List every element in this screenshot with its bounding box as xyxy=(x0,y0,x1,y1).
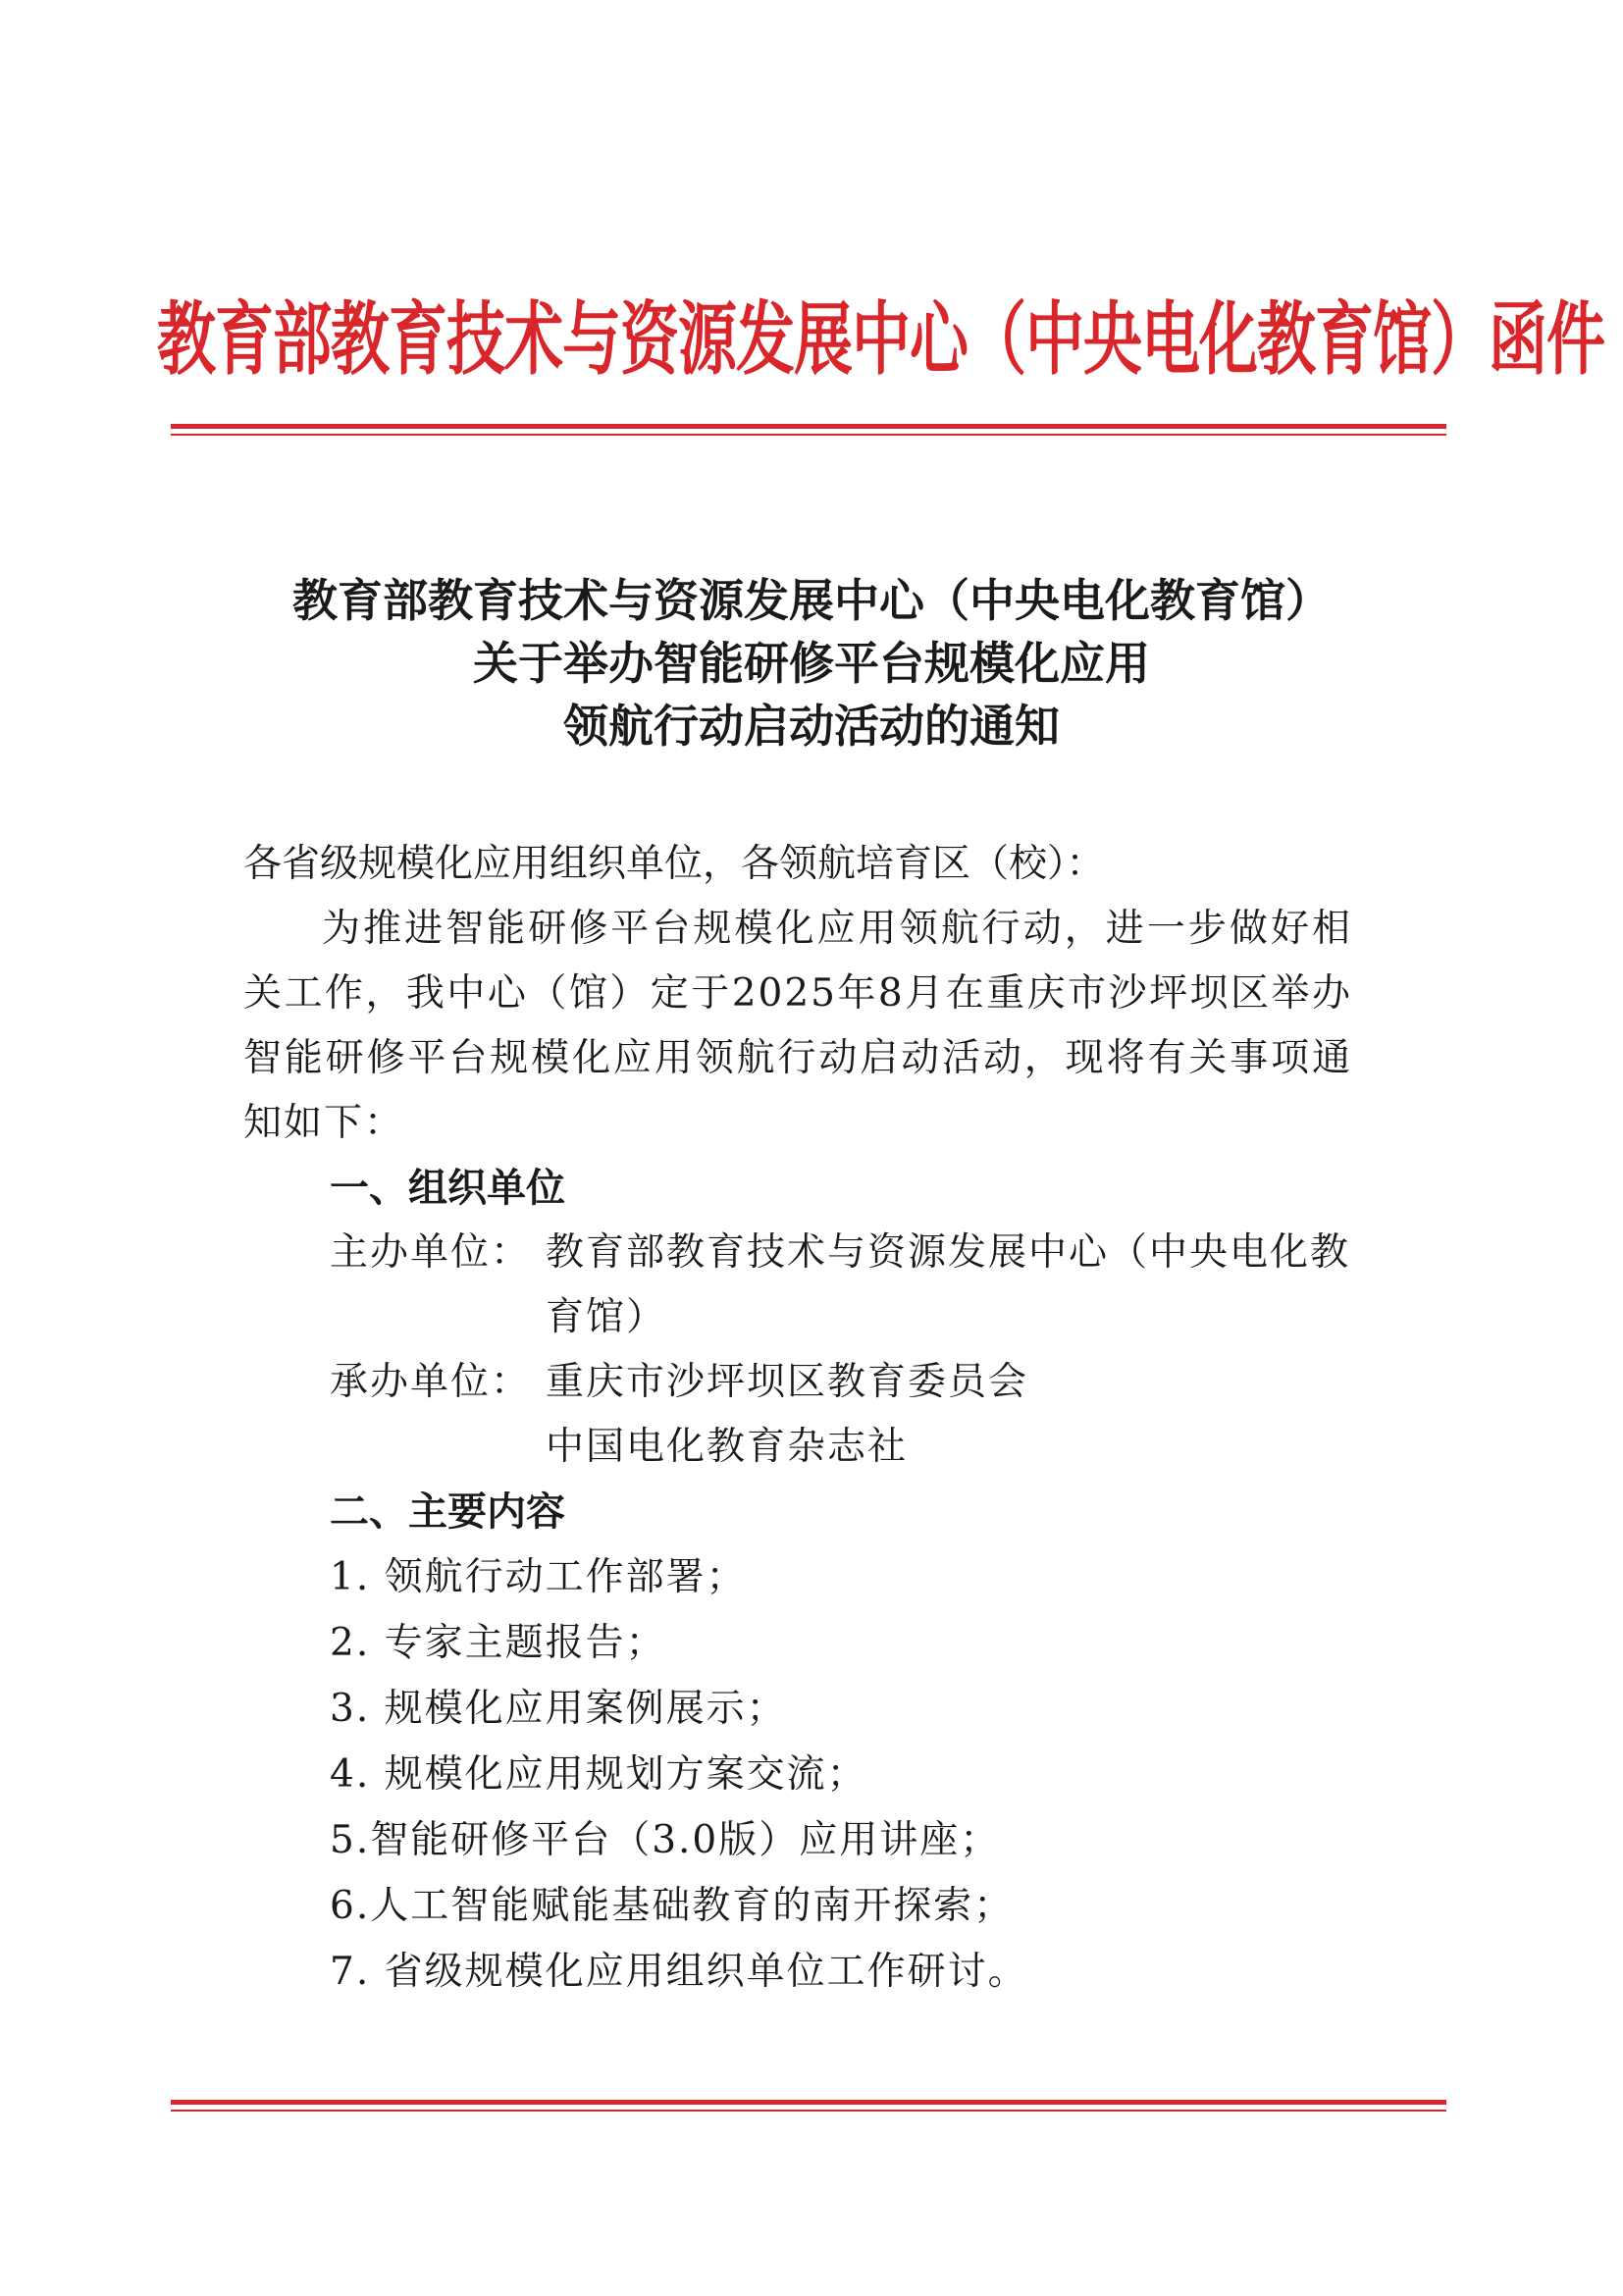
list-item: 3. 规模化应用案例展示； xyxy=(330,1687,787,1731)
title-line-2: 关于举办智能研修平台规模化应用 xyxy=(473,637,1150,690)
letterhead-divider xyxy=(171,424,1446,436)
divider-thick-line xyxy=(171,424,1446,429)
list-item: 6.人工智能赋能基础教育的南开探索； xyxy=(330,1884,1015,1928)
list-item: 4. 规模化应用规划方案交流； xyxy=(330,1752,867,1797)
co-value-line-2: 中国电化教育杂志社 xyxy=(546,1425,909,1469)
list-item: 5.智能研修平台（3.0版）应用讲座； xyxy=(330,1818,1001,1862)
intro-paragraph: 为推进智能研修平台规模化应用领航行动，进一步做好相关工作，我中心（馆）定于2025年8月在重庆市沙坪坝区举办智能研修平台规模化应用领航行动启动活动，现将有关事项通知如下： xyxy=(243,907,1352,1145)
list-item: 7. 省级规模化应用组织单位工作研讨。 xyxy=(330,1950,1028,1994)
title-line-1: 教育部教育技术与资源发展中心（中央电化教育馆） xyxy=(292,574,1331,627)
list-item: 2. 专家主题报告； xyxy=(330,1621,666,1665)
document-title xyxy=(196,569,1427,757)
footer-divider-thick-line xyxy=(171,2100,1446,2105)
footer-divider xyxy=(171,2100,1446,2112)
co-label: 承办单位： xyxy=(330,1360,532,1404)
section-heading-organizers: 一、组织单位 xyxy=(330,1166,565,1211)
title-line-3: 领航行动启动活动的通知 xyxy=(563,700,1060,753)
co-organizer-row xyxy=(330,1350,1370,1480)
footer-divider-thin-line xyxy=(171,2110,1446,2112)
co-value xyxy=(546,1350,1350,1480)
content-list xyxy=(330,1544,1028,2005)
host-label: 主办单位： xyxy=(330,1230,532,1275)
divider-thin-line xyxy=(171,434,1446,436)
host-value: 教育部教育技术与资源发展中心（中央电化教育馆） xyxy=(546,1230,1351,1339)
salutation: 各省级规模化应用组织单位，各领航培育区（校）： xyxy=(243,842,1105,886)
section-heading-content: 二、主要内容 xyxy=(330,1489,565,1535)
letterhead-title: 教育部教育技术与资源发展中心（中央电化教育馆）函件 xyxy=(157,293,1604,388)
host-organizer-row xyxy=(330,1221,1370,1350)
co-value-line-1: 重庆市沙坪坝区教育委员会 xyxy=(546,1360,1029,1404)
list-item: 1. 领航行动工作部署； xyxy=(330,1555,747,1599)
